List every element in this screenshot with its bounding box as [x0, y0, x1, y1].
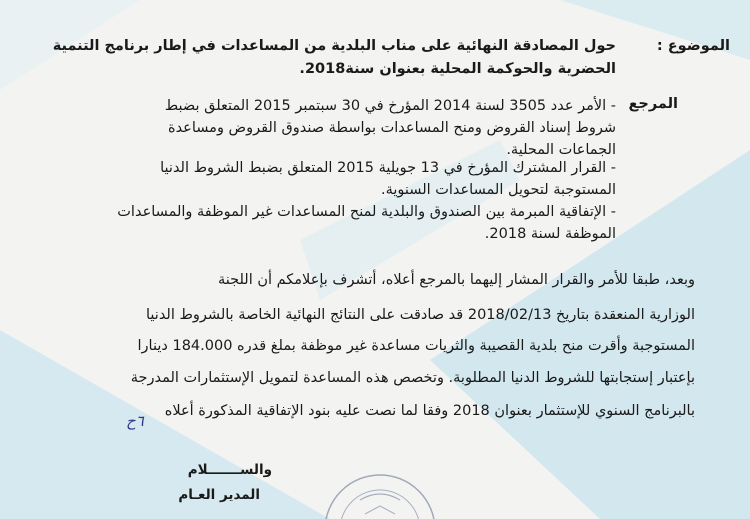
handwritten-note: ٦ح — [126, 412, 144, 430]
body-line-5: بالبرنامج السنوي للإستثمار بعنوان 2018 وفقا لما نصت عليه بنود الإتفاقية المذكورة أعلاه — [164, 403, 695, 419]
reference-line-3: الجماعات المحلية. — [506, 142, 616, 158]
body-line-4: بإعتبار إستجابتها للشروط الدنيا المطلوبة. وتخصص هذه المساعدة لتمويل الإستثمارات المدرجة — [130, 370, 695, 386]
reference-label: المرجع — [628, 96, 678, 112]
reference-line-5: المستوجبة لتحويل المساعدات السنوية. — [380, 182, 616, 198]
closing-salutation: والســـــــلام — [187, 462, 272, 478]
reference-line-4: - القرار المشترك المؤرخ في 13 جويلية 2015 المتعلق بضبط الشروط الدنيا — [160, 160, 616, 176]
body-line-2: الوزارية المنعقدة بتاريخ 2018/02/13 قد صادقت على النتائج النهائية الخاصة بالشروط الدنيا — [145, 307, 695, 323]
subject-line-1: حول المصادقة النهائية على مناب البلدية من المساعدات في إطار برنامج التنمية — [52, 38, 616, 54]
subject-line-2: الحضرية والحوكمة المحلية بعنوان سنة2018. — [299, 61, 616, 77]
signatory-title: المدير العـام — [178, 487, 260, 503]
reference-line-1: - الأمر عدد 3505 لسنة 2014 المؤرخ في 30 سبتمبر 2015 المتعلق بضبط — [164, 98, 616, 114]
official-stamp — [305, 470, 455, 519]
subject-label: الموضوع : — [656, 38, 730, 54]
body-line-3: المستوجبة وأقرت منح بلدية القصيبة والثريات مساعدة غير موظفة بملغ قدره 184.000 دينارا — [137, 338, 695, 354]
body-line-1: وبعد، طبقا للأمر والقرار المشار إليهما بالمرجع أعلاه، أتشرف بإعلامكم أن اللجنة — [217, 272, 695, 288]
reference-line-7: الموظفة لسنة 2018. — [484, 226, 616, 242]
reference-line-6: - الإتفاقية المبرمة بين الصندوق والبلدية لمنح المساعدات غير الموظفة والمساعدات — [117, 204, 616, 220]
reference-line-2: شروط إسناد القروض ومنح المساعدات بواسطة صندوق القروض ومساعدة — [167, 120, 616, 136]
